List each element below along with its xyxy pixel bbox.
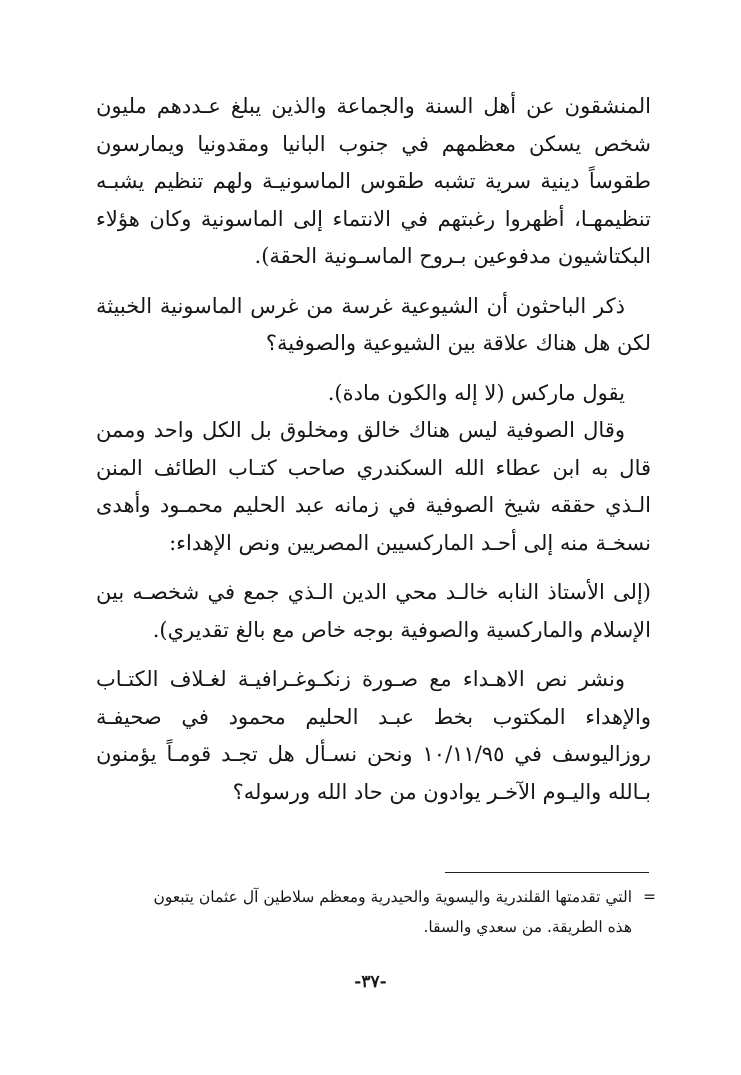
footnote-text-1: التي تقدمتها القلندرية واليسوية والحيدرية ومعظم سلاطين آل عثمان يتبعون bbox=[153, 888, 632, 906]
paragraph-1: المنشقون عن أهل السنة والجماعة والذين يبلغ عـددهم مليون شخص يسكن معظمهم في جنوب البانيا ومقدونيا ويمارسون طقوساً دينية سرية تشبه طقوس الماسونيـة ولهم تنظيم يشبـه تنظيمهـا، أظهروا رغبتهم في الانتماء إلى الماسونية وكان هؤلاء البكتاشيون مدفوعين بـروح الماسـونية الحقة). bbox=[96, 94, 651, 268]
footnote bbox=[96, 882, 656, 942]
footnote-divider bbox=[445, 872, 649, 873]
paragraph-5: (إلى الأستاذ النابه خالـد محي الدين الـذي جمع في شخصـه بين الإسلام والماركسية والصوفية بوجه خاص مع بالغ تقديري). bbox=[96, 580, 651, 642]
paragraph-2: ذكر الباحثون أن الشيوعية غرسة من غرس الماسونية الخبيثة لكن هل هناك علاقة بين الشيوعية والصوفية؟ bbox=[96, 293, 651, 355]
footnote-text-2: هذه الطريقة. من سعدي والسقا. bbox=[423, 918, 632, 936]
paragraph-3: يقول ماركس (لا إله والكون مادة). bbox=[327, 380, 625, 405]
page-number: -٣٧- bbox=[354, 972, 387, 992]
footnote-marker: = bbox=[643, 888, 656, 906]
footnote-line-1 bbox=[96, 882, 656, 912]
body-text bbox=[96, 88, 651, 811]
paragraph-6: ونشر نص الاهـداء مع صـورة زنكـوغـرافيـة لغـلاف الكتـاب والإهداء المكتوب بخط عبـد الحليم محمود في صحيفـة روزاليوسف في ١٠/١١/٩٥ ونحن نسـأل هل تجـد قومـاً يؤمنون بـالله واليـوم الآخـر يوادون من حاد الله ورسوله؟ bbox=[96, 667, 651, 804]
paragraph-4: وقال الصوفية ليس هناك خالق ومخلوق بل الكل واحد وممن قال به ابن عطاء الله السكندري صاحب كتـاب الطائف المنن الـذي حققه شيخ الصوفية في زمانه عبد الحليم محمـود وأهدى نسخـة منه إلى أحـد الماركسيين المصريين ونص الإهداء: bbox=[96, 418, 651, 555]
